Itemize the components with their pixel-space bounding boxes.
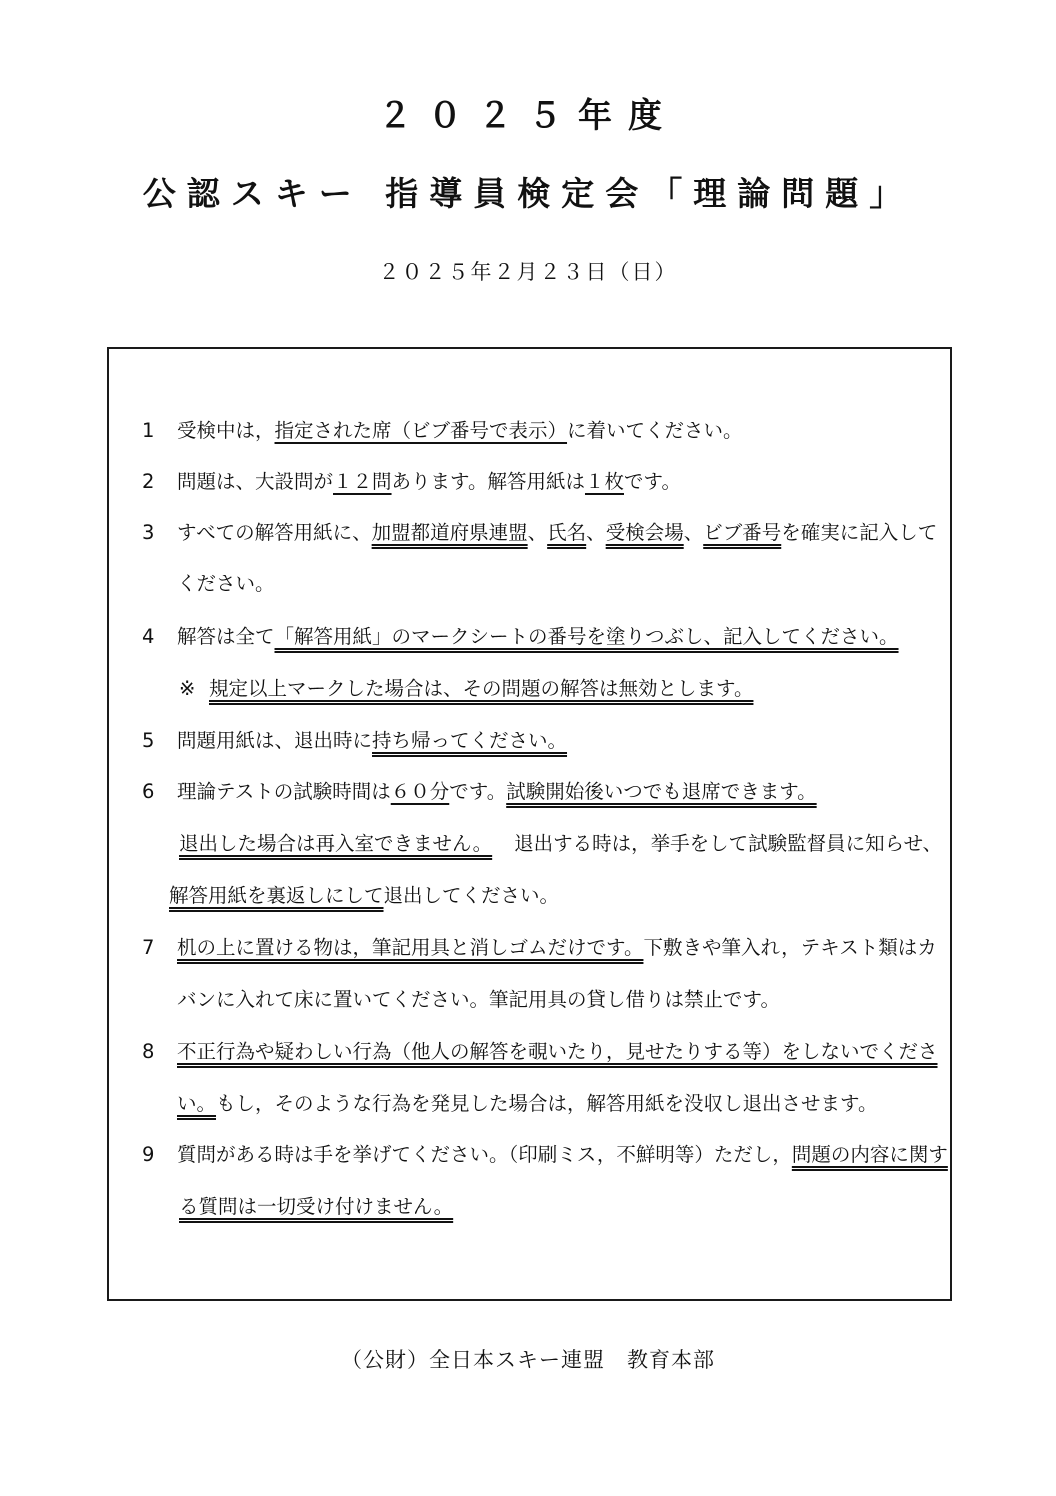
rules-box: [107, 347, 952, 1301]
rule-4-note-text: 規定以上マークした場合は、その問題の解答は無効とします。: [209, 677, 754, 700]
rule-7-cont-text: バンに入れて床に置いてください。筆記用具の貸し借りは禁止です。: [177, 988, 780, 1011]
organization-footer: （公財）全日本スキー連盟 教育本部: [341, 1348, 715, 1372]
rule-text: [177, 721, 567, 761]
exam-date: ２０２５年２月２３日（日）: [378, 260, 678, 284]
rule-2-text-a: 問題は、大設問が: [177, 470, 334, 493]
rule-8-misconduct: 不正行為や疑わしい行為（他人の解答を覗いたり，見せたりする等）をしないでくださ: [177, 1040, 938, 1063]
rule-8-misconduct-end: い。: [177, 1092, 217, 1115]
rule-3-sep-3: 、: [683, 521, 704, 544]
rule-text: [177, 1135, 948, 1175]
rule-3-cont-text: ください。: [177, 572, 275, 595]
rule-3-text-a: すべての解答用紙に、: [177, 521, 372, 544]
rule-number: 1: [142, 419, 155, 442]
rule-3-sep-2: 、: [586, 521, 606, 544]
rule-9-text-a: 質問がある時は手を挙げてください。（印刷ミス，不鮮明等）ただし，: [177, 1143, 792, 1166]
rule-number: 4: [142, 625, 155, 648]
rule-9-no-content-questions: 問題の内容に関す: [791, 1143, 948, 1166]
rule-text: [177, 513, 937, 553]
rule-3-sep-1: 、: [527, 521, 548, 544]
rule-text: [177, 1084, 877, 1124]
rule-3-federation: 加盟都道府県連盟: [371, 521, 528, 544]
rule-9: [109, 1135, 954, 1175]
rule-6-text-h: 退出してください。: [383, 884, 560, 907]
rule-3-bib-number: ビブ番号: [703, 521, 782, 544]
rule-1: [109, 411, 954, 451]
rule-number: 9: [142, 1143, 155, 1166]
rule-number: 7: [142, 936, 155, 959]
rule-number: 2: [142, 470, 155, 493]
rule-2-question-count: １２問: [333, 470, 392, 493]
rule-6-text-a: 理論テストの試験時間は: [177, 780, 391, 803]
rule-3: [109, 513, 954, 553]
rule-8-text-c: もし，そのような行為を発見した場合は，解答用紙を没収し退出させます。: [216, 1092, 878, 1115]
rule-number: 6: [142, 780, 155, 803]
rule-1-seat: 指定された席（ビブ番号で表示）: [274, 419, 568, 442]
rule-3-venue: 受検会場: [605, 521, 684, 544]
rule-text: [177, 411, 743, 451]
rule-6-leave-anytime: 試験開始後いつでも退席できます。: [506, 780, 817, 803]
rule-3-text-i: を確実に記入して: [781, 521, 938, 544]
rule-4-text-a: 解答は全て: [177, 625, 275, 648]
rule-5-take-home: 持ち帰ってください。: [372, 729, 568, 752]
rule-number: 3: [142, 521, 155, 544]
rule-4-mark-sheet: 「解答用紙」のマークシートの番号を塗りつぶし、記入してください。: [274, 625, 899, 648]
rule-text: [179, 824, 942, 864]
rule-7: [109, 928, 954, 968]
rule-text: [177, 772, 817, 812]
rule-7-allowed-items: 机の上に置ける物は，筆記用具と消しゴムだけです。: [177, 936, 644, 959]
rule-7-continued: [109, 980, 954, 1020]
rule-6: [109, 772, 954, 812]
rule-6-continued-1: [109, 824, 954, 864]
rule-8-continued: [109, 1084, 954, 1124]
rule-text: [177, 617, 899, 657]
rule-9-no-content-questions-end: る質問は一切受け付けません。: [179, 1195, 454, 1218]
rule-3-name: 氏名: [547, 521, 587, 544]
rule-4: [109, 617, 954, 657]
rule-3-continued: [109, 564, 954, 604]
rule-7-text-b: 下敷きや筆入れ，テキスト類はカ: [643, 936, 937, 959]
rule-number: 5: [142, 729, 155, 752]
rule-5-text-a: 問題用紙は、退出時に: [177, 729, 373, 752]
rule-6-no-reentry: 退出した場合は再入室できません。: [179, 832, 493, 855]
rule-8: [109, 1032, 954, 1072]
rule-2: [109, 462, 954, 502]
rule-6-text-c: です。: [449, 780, 507, 803]
rule-number: 8: [142, 1040, 155, 1063]
rule-6-continued-2: [109, 876, 954, 916]
rule-9-continued: [109, 1187, 954, 1227]
note-mark: ※: [179, 677, 196, 700]
year-title: ２０２５年度: [378, 96, 678, 136]
rule-2-text-e: です。: [624, 470, 681, 493]
rule-5: [109, 721, 954, 761]
rule-4-note: [109, 669, 954, 709]
rule-text: [177, 462, 681, 502]
rule-1-text-c: に着いてください。: [567, 419, 743, 442]
rule-6-duration: ６０分: [390, 780, 450, 803]
rule-6-text-f: 退出する時は，挙手をして試験監督員に知らせ、: [514, 832, 943, 855]
rule-6-flip-sheet: 解答用紙を裏返しにして: [169, 884, 384, 907]
rule-2-sheet-count: １枚: [584, 470, 624, 493]
rule-text: [177, 928, 937, 968]
rule-1-text-a: 受検中は，: [177, 419, 275, 442]
main-title: 公認スキー 指導員検定会「理論問題」: [142, 174, 914, 213]
rule-2-text-c: あります。解答用紙は: [391, 470, 585, 493]
rule-text: [169, 876, 559, 916]
